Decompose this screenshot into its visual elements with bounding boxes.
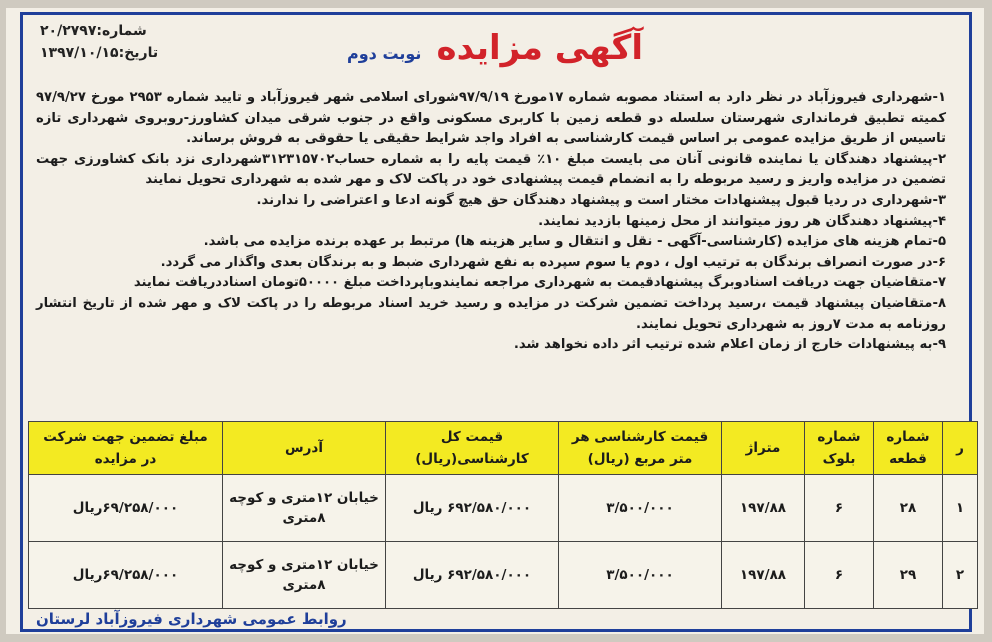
table-row xyxy=(29,542,978,609)
cell-area: ۱۹۷/۸۸ xyxy=(722,542,805,609)
cell-guarantee: ۶۹/۲۵۸/۰۰۰ریال xyxy=(29,475,223,542)
cell-total-price: ۶۹۲/۵۸۰/۰۰۰ ریال xyxy=(386,475,559,542)
paragraph-7: ۷-متقاضیان جهت دریافت اسنادوبرگ پیشنهادقیمت به شهرداری مراجعه نمایندوباپرداخت مبلغ ۵۰۰۰۰تومان اسناددریافت نمایند xyxy=(133,275,946,291)
cell-address: خیابان ۱۲متری و کوچه ۸متری xyxy=(223,475,386,542)
cell-unit-price: ۳/۵۰۰/۰۰۰ xyxy=(559,475,722,542)
footer-publisher: روابط عمومی شهرداری فیروزآباد لرستان xyxy=(36,610,347,628)
col-block-number: شماره بلوک xyxy=(805,422,874,475)
paragraph-8: ۸-متقاضیان پیشنهاد قیمت ،رسید پرداخت تضمین شرکت در مزایده و رسید خرید اسناد مربوطه را در پاکت لاک و مهر شده از تاریخ انتشار روزنامه به مدت ۷روز به شهرداری تحویل نمایند. xyxy=(36,295,946,332)
cell-area: ۱۹۷/۸۸ xyxy=(722,475,805,542)
cell-plot-number: ۲۹ xyxy=(874,542,943,609)
cell-block-number: ۶ xyxy=(805,475,874,542)
notice-header xyxy=(6,28,984,68)
col-total-price: قیمت کل کارشناسی(ریال) xyxy=(386,422,559,475)
notice-body xyxy=(36,88,946,356)
col-row: ر xyxy=(943,422,978,475)
col-unit-price: قیمت کارشناسی هر متر مربع (ریال) xyxy=(559,422,722,475)
auction-table xyxy=(28,421,978,609)
paragraph-1: ۱-شهرداری فیروزآباد در نظر دارد به استناد مصوبه شماره ۱۷مورخ ۹۷/۹/۱۹شورای اسلامی شهر فیروزآباد و تایید شماره ۲۹۵۳ مورخ ۹۷/۹/۲۷ کمیته تطبیق فرمانداری شهرستان سلسله دو قطعه زمین با کاربری مسکونی واقع در جنوب شرقی میدان کشاورز-روبروی شهرداری تازه تاسیس از طریق مزایده عمومی بر اساس قیمت کارشناسی به افراد واجد شرایط حقیقی یا حقوقی به فروش برساند. xyxy=(36,90,947,147)
col-guarantee: مبلغ تضمین جهت شرکت در مزایده xyxy=(29,422,223,475)
cell-row: ۲ xyxy=(943,542,978,609)
table-header-row xyxy=(29,422,978,475)
cell-plot-number: ۲۸ xyxy=(874,475,943,542)
paragraph-4: ۴-پیشنهاد دهندگان هر روز میتوانند از محل زمینها بازدید نمایند. xyxy=(538,213,946,229)
cell-total-price: ۶۹۲/۵۸۰/۰۰۰ ریال xyxy=(386,542,559,609)
notice-round: نوبت دوم xyxy=(347,44,422,63)
paragraph-9: ۹-به پیشنهادات خارج از زمان اعلام شده ترتیب اثر داده نخواهد شد. xyxy=(513,337,946,353)
col-address: آدرس xyxy=(223,422,386,475)
cell-guarantee: ۶۹/۲۵۸/۰۰۰ریال xyxy=(29,542,223,609)
notice-title: آگهی مزایده xyxy=(436,28,643,68)
paragraph-5: ۵-تمام هزینه های مزایده (کارشناسی-آگهی - نقل و انتقال و سایر هزینه ها) مرتبط بر عهده برنده مزایده می باشد. xyxy=(203,234,946,250)
notice-date: تاریخ:۱۳۹۷/۱۰/۱۵ xyxy=(40,45,159,61)
cell-address: خیابان ۱۲متری و کوچه ۸متری xyxy=(223,542,386,609)
notice-number: شماره:۲۰/۲۷۹۷ xyxy=(40,23,147,39)
newspaper-clipping xyxy=(6,8,984,634)
table-row xyxy=(29,475,978,542)
paragraph-6: ۶-در صورت انصراف برندگان به ترتیب اول ، دوم یا سوم سپرده به نفع شهرداری ضبط و به برندگان بعدی واگذار می گردد. xyxy=(160,254,946,270)
cell-unit-price: ۳/۵۰۰/۰۰۰ xyxy=(559,542,722,609)
paragraph-2: ۲-پیشنهاد دهندگان یا نماینده قانونی آنان می بایست مبلغ ۱۰٪ قیمت پایه را به شماره حساب۳۱۲۳۱۵۷۰۲شهرداری نزد بانک کشاورزی جهت تضمین در مزایده واریز و رسید مربوطه را به انضمام قیمت پیشنهادی خود در پاکت لاک و مهر شده به شهرداری تحویل نمایند xyxy=(36,151,946,188)
col-plot-number: شماره قطعه xyxy=(874,422,943,475)
col-area: متراژ xyxy=(722,422,805,475)
cell-block-number: ۶ xyxy=(805,542,874,609)
paragraph-3: ۳-شهرداری در ردیا قبول پیشنهادات مختار است و پیشنهاد دهندگان حق هیچ گونه ادعا و اعتراضی را ندارند. xyxy=(256,192,946,208)
cell-row: ۱ xyxy=(943,475,978,542)
